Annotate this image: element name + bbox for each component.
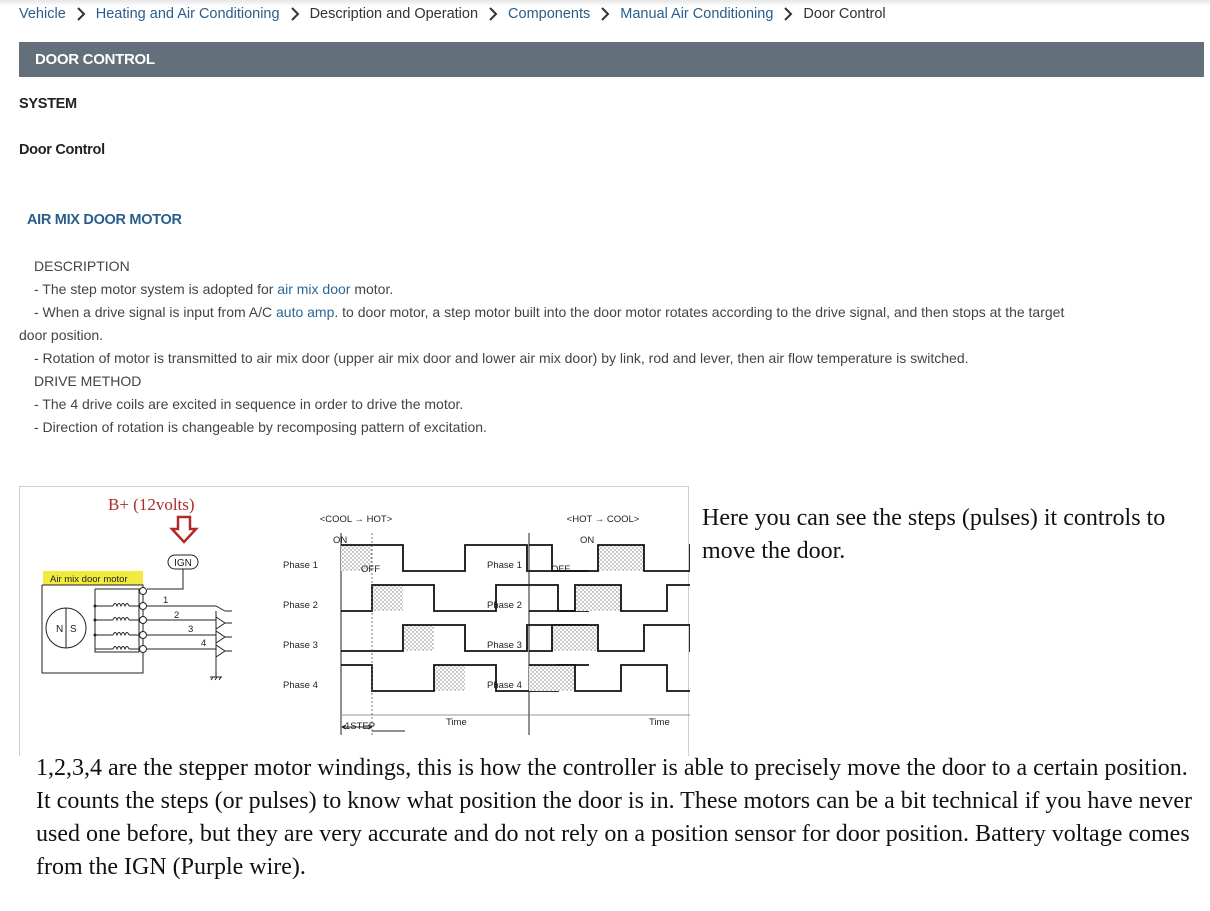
- one-step-label: 1STEP: [345, 721, 376, 732]
- right-on-label: ON: [580, 535, 595, 546]
- description-heading: DESCRIPTION: [34, 258, 130, 274]
- breadcrumb-components[interactable]: Components: [508, 6, 591, 22]
- text: motor.: [350, 281, 394, 297]
- right-phase-4-label: Phase 4: [487, 680, 522, 691]
- right-phase-1-label: Phase 1: [487, 560, 522, 571]
- left-time-label: Time: [446, 717, 467, 728]
- heading-door-control: Door Control: [19, 142, 105, 158]
- chevron-right-icon: [590, 6, 620, 22]
- drive-method-line-2: - Direction of rotation is changeable by recomposing pattern of excitation.: [34, 419, 487, 435]
- page-title: DOOR CONTROL: [35, 51, 155, 68]
- left-phase-1-label: Phase 1: [283, 560, 318, 571]
- energized-region: [529, 665, 575, 691]
- hot-cool-title: <HOT → COOL>: [566, 514, 640, 525]
- auto-amp-link[interactable]: auto amp: [276, 304, 335, 320]
- heading-system: SYSTEM: [19, 96, 77, 112]
- text: . to door motor, a step motor built into the door motor rotates according to the drive signal, and then stops at the target: [334, 304, 1065, 320]
- wire-number-1: 1: [163, 595, 169, 606]
- breadcrumb-description-operation[interactable]: Description and Operation: [309, 6, 479, 22]
- right-phase-3-label: Phase 3: [487, 640, 522, 651]
- left-phase-3-label: Phase 3: [283, 640, 318, 651]
- air-mix-door-link[interactable]: air mix door: [277, 281, 351, 297]
- chevron-right-icon: [66, 6, 96, 22]
- breadcrumb-vehicle[interactable]: Vehicle: [19, 6, 66, 22]
- energized-region: [552, 625, 598, 651]
- breadcrumb: [19, 5, 886, 23]
- bplus-label: B+ (12volts): [108, 495, 195, 514]
- left-off-label: OFF: [361, 564, 380, 575]
- energized-region: [372, 585, 403, 611]
- heading-air-mix-door-motor: AIR MIX DOOR MOTOR: [27, 212, 182, 228]
- description-line-3: - Rotation of motor is transmitted to air mix door (upper air mix door and lower air mix door) by link, rod and lever, then air flow temperature is switched.: [34, 350, 969, 366]
- motor-label: Air mix door motor: [50, 574, 128, 585]
- down-arrow-icon: [172, 517, 196, 542]
- chevron-right-icon: [478, 6, 508, 22]
- right-time-label: Time: [649, 717, 670, 728]
- text: - When a drive signal is input from A/C: [34, 304, 276, 320]
- drive-method-heading: DRIVE METHOD: [34, 373, 142, 389]
- chevron-right-icon: [773, 6, 803, 22]
- left-phase-4-label: Phase 4: [283, 680, 318, 691]
- description-line-1: [19, 278, 1204, 301]
- energized-region: [575, 585, 621, 611]
- wire-number-2: 2: [174, 610, 180, 621]
- description-line-2: [19, 301, 1204, 324]
- energized-region: [434, 665, 465, 691]
- left-on-label: ON: [333, 535, 348, 546]
- description-line-2-cont: door position.: [19, 327, 104, 343]
- drive-method-line-1: - The 4 drive coils are excited in sequence in order to drive the motor.: [34, 396, 464, 412]
- left-phase-2-label: Phase 2: [283, 600, 318, 611]
- ign-label: IGN: [174, 558, 192, 569]
- note-steps: Here you can see the steps (pulses) it controls to move the door.: [702, 505, 1166, 564]
- cool-hot-title: <COOL → HOT>: [319, 514, 393, 525]
- pole-s-label: S: [70, 624, 77, 635]
- breadcrumb-door-control: Door Control: [803, 6, 886, 22]
- wire-number-3: 3: [188, 624, 194, 635]
- chevron-right-icon: [280, 6, 310, 22]
- note-windings: 1,2,3,4 are the stepper motor windings, this is how the controller is able to precisely move the door to a certain position. It counts the steps (or pulses) to know what position the door is in. These motors can be a bit technical if you have never used one before, but they are very accurate and do not rely on a position sensor for door position. Battery voltage comes from the IGN (Purple wire).: [36, 755, 1192, 880]
- breadcrumb-heating-ac[interactable]: Heating and Air Conditioning: [95, 6, 280, 22]
- wire-number-4: 4: [201, 638, 207, 649]
- page-title-bar: [19, 42, 1204, 77]
- diagram-svg: [20, 487, 690, 757]
- text: - The step motor system is adopted for: [34, 281, 278, 297]
- energized-region: [403, 625, 434, 651]
- wiring-timing-diagram: [19, 486, 689, 756]
- breadcrumb-manual-ac[interactable]: Manual Air Conditioning: [620, 6, 774, 22]
- energized-region: [598, 545, 644, 571]
- right-off-label: OFF: [551, 564, 570, 575]
- pole-n-label: N: [56, 624, 64, 635]
- right-phase-2-label: Phase 2: [487, 600, 522, 611]
- description-section: [19, 255, 1204, 439]
